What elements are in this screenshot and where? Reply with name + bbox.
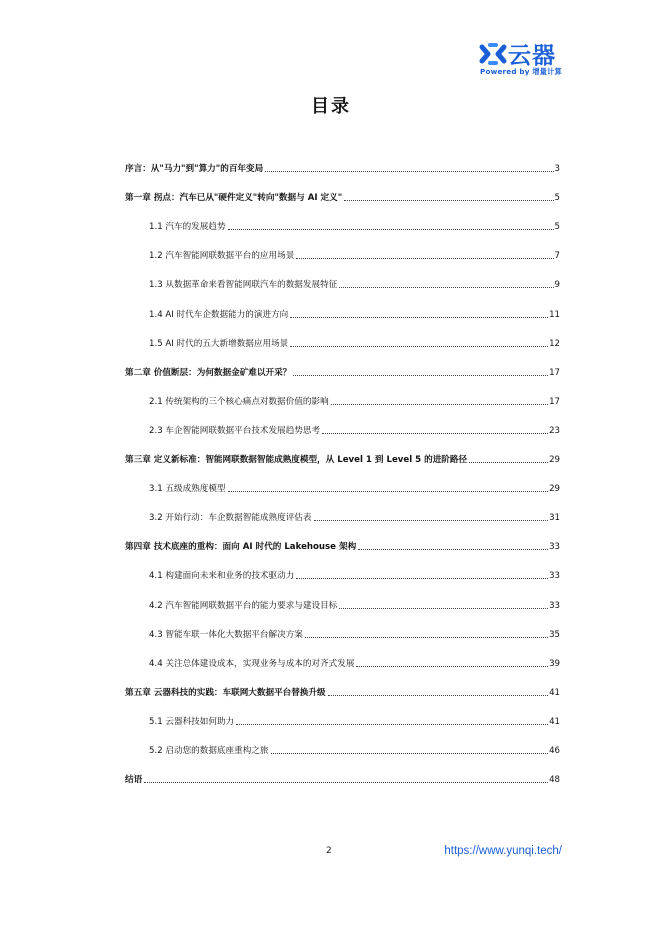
toc-page-number: 46	[549, 746, 560, 756]
toc-entry-title: 1.4 AI 时代车企数据能力的演进方向	[149, 309, 289, 320]
toc-section[interactable]	[125, 568, 560, 582]
toc-chapter[interactable]	[125, 161, 560, 175]
toc-leader-dots	[305, 637, 548, 638]
toc-page-number: 3	[554, 164, 560, 174]
toc-chapter[interactable]	[125, 452, 560, 466]
toc-leader-dots	[144, 782, 548, 783]
toc-page-number: 23	[549, 425, 560, 436]
toc-entry-title: 1.3 从数据革命来看智能网联汽车的数据发展特征	[149, 280, 338, 291]
toc-section[interactable]	[125, 336, 560, 350]
toc-page-number: 41	[549, 687, 560, 698]
toc-leader-dots	[290, 346, 548, 347]
toc-leader-dots	[339, 608, 548, 609]
toc-section[interactable]	[125, 277, 560, 291]
toc-entry-title: 2.1 传统架构的三个核心痛点对数据价值的影响	[149, 396, 329, 407]
toc-page-number: 12	[549, 338, 560, 349]
toc-entry-title: 第一章 拐点：汽车已从"硬件定义"转向"数据与 AI 定义"	[125, 193, 343, 204]
toc-page-number: 7	[554, 251, 560, 262]
toc-leader-dots	[265, 171, 553, 172]
toc-leader-dots	[296, 578, 548, 579]
toc-page-number: 17	[549, 396, 560, 407]
toc-section[interactable]	[125, 219, 560, 233]
toc-page-number: 11	[549, 309, 560, 320]
toc-leader-dots	[322, 433, 548, 434]
toc-page-number: 35	[549, 629, 560, 640]
toc-section[interactable]	[125, 510, 560, 524]
toc-entry-title: 1.1 汽车的发展趋势	[149, 222, 226, 233]
toc-page-number: 29	[549, 484, 560, 495]
website-link[interactable]: https://www.yunqi.tech/	[444, 845, 562, 857]
toc-leader-dots	[296, 258, 553, 259]
toc-chapter[interactable]	[125, 190, 560, 204]
toc-page-number: 41	[549, 716, 560, 727]
toc-section[interactable]	[125, 743, 560, 757]
toc-section[interactable]	[125, 627, 560, 641]
toc-leader-dots	[356, 666, 548, 667]
toc-leader-dots	[228, 491, 549, 492]
toc-entry-title: 第三章 定义新标准：智能网联数据智能成熟度模型，从 Level 1 到 Level 5 的进阶路径	[125, 455, 468, 465]
toc-leader-dots	[271, 753, 549, 754]
toc-entry-title: 4.1 构建面向未来和业务的技术驱动力	[149, 571, 295, 582]
toc-section[interactable]	[125, 307, 560, 321]
toc-leader-dots	[290, 317, 548, 318]
toc-chapter[interactable]	[125, 539, 560, 553]
toc-leader-dots	[328, 695, 548, 696]
toc-chapter[interactable]	[125, 772, 560, 786]
toc-section[interactable]	[125, 714, 560, 728]
toc-page-number: 17	[549, 367, 560, 378]
toc-section[interactable]	[125, 394, 560, 408]
toc-entry-title: 第四章 技术底座的重构：面向 AI 时代的 Lakehouse 架构	[125, 542, 357, 553]
toc-leader-dots	[236, 724, 548, 725]
toc-leader-dots	[344, 200, 553, 201]
toc-entry-title: 结语	[125, 775, 143, 786]
toc-entry-title: 4.4 关注总体建设成本，实现业务与成本的对齐式发展	[149, 658, 355, 669]
toc-page-number: 33	[549, 571, 560, 582]
toc-entry-title: 5.2 启动您的数据底座重构之旅	[149, 746, 269, 756]
toc-section[interactable]	[125, 656, 560, 670]
brand-logo	[478, 38, 566, 78]
toc-leader-dots	[358, 549, 548, 550]
toc-page-number: 48	[549, 775, 560, 786]
page-number: 2	[326, 846, 332, 856]
toc-chapter[interactable]	[125, 685, 560, 699]
toc-leader-dots	[293, 375, 548, 376]
brand-name: 云器	[508, 43, 556, 69]
toc-page-number: 29	[549, 455, 560, 465]
brand-tagline: Powered by 增量计算	[480, 67, 562, 76]
page-title: 目录	[311, 96, 351, 117]
yunqi-logo-icon	[478, 40, 508, 68]
toc-page-number: 33	[549, 600, 560, 611]
toc-entry-title: 序言：从"马力"到"算力"的百年变局	[125, 164, 264, 174]
toc-leader-dots	[331, 404, 548, 405]
toc-entry-title: 1.2 汽车智能网联数据平台的应用场景	[149, 251, 295, 262]
toc-page-number: 9	[554, 280, 560, 291]
toc-leader-dots	[469, 462, 548, 463]
toc-entry-title: 1.5 AI 时代的五大新增数据应用场景	[149, 338, 289, 349]
toc-entry-title: 2.3 车企智能网联数据平台技术发展趋势思考	[149, 425, 321, 436]
toc-section[interactable]	[125, 248, 560, 262]
toc-leader-dots	[339, 287, 553, 288]
toc-chapter[interactable]	[125, 365, 560, 379]
toc-entry-title: 3.2 开始行动：车企数据智能成熟度评估表	[149, 513, 312, 524]
toc-entry-title: 第二章 价值断层：为何数据金矿难以开采？	[125, 367, 292, 378]
toc-section[interactable]	[125, 481, 560, 495]
toc-leader-dots	[314, 520, 549, 521]
toc-entry-title: 第五章 云器科技的实践：车联网大数据平台替换升级	[125, 687, 326, 698]
toc-entry-title: 3.1 五级成熟度模型	[149, 484, 226, 495]
toc-page-number: 5	[554, 193, 560, 204]
toc-entry-title: 5.1 云器科技如何助力	[149, 716, 235, 727]
toc-page-number: 39	[549, 658, 560, 669]
toc-leader-dots	[228, 229, 554, 230]
toc-page-number: 31	[549, 513, 560, 524]
toc-page-number: 5	[554, 222, 560, 233]
toc-entry-title: 4.2 汽车智能网联数据平台的能力要求与建设目标	[149, 600, 338, 611]
toc-section[interactable]	[125, 423, 560, 437]
toc-section[interactable]	[125, 598, 560, 612]
toc-entry-title: 4.3 智能车联一体化大数据平台解决方案	[149, 629, 303, 640]
toc-page-number: 33	[549, 542, 560, 553]
